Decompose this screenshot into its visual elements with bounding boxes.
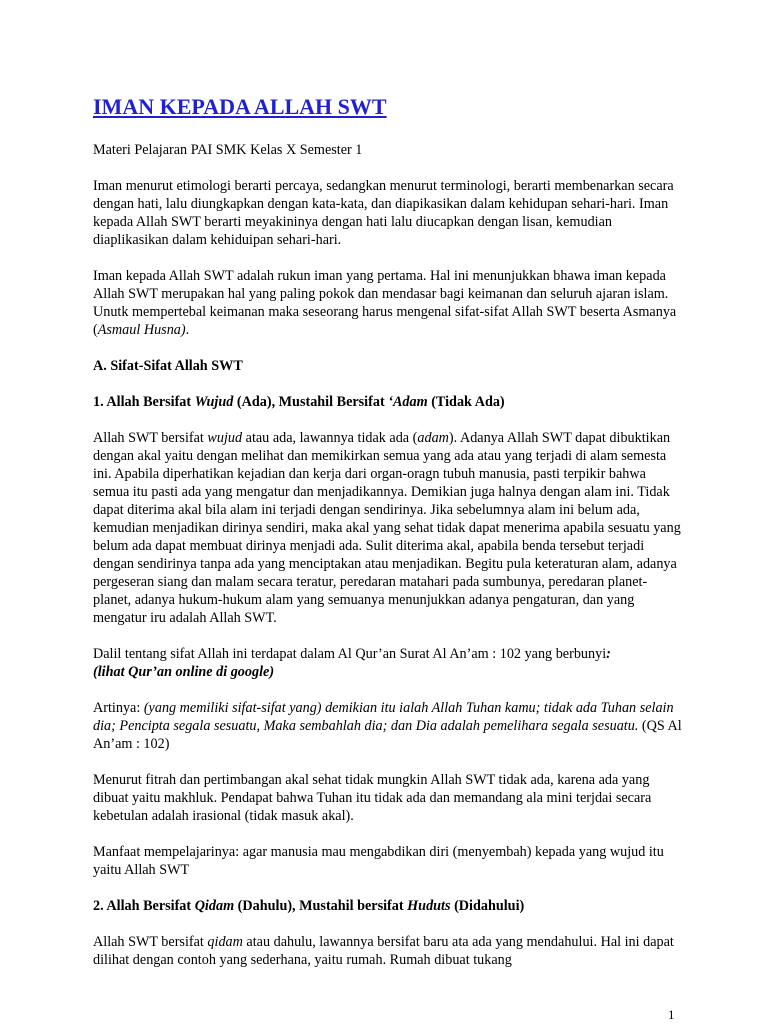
- heading-term: Wujud: [194, 394, 234, 410]
- verse-translation: (yang memiliki sifat-sifat yang) demikian itu ialah Allah Tuhan kamu; tidak ada Tuhan selain dia; Pencipta segala sesuatu, Maka sembahlah dia; dan Dia adalah pemelihara segala sesuatu.: [93, 700, 674, 734]
- paragraph-wujud: [93, 429, 683, 627]
- paragraph-dalil: [93, 645, 683, 681]
- paragraph-text: Artinya:: [93, 700, 144, 716]
- italic-term: Asmaul Husna): [97, 322, 186, 338]
- paragraph-text: Allah SWT bersifat: [93, 430, 208, 446]
- paragraph-text: Allah SWT bersifat: [93, 934, 208, 950]
- heading-text: (Tidak Ada): [427, 394, 505, 410]
- document-subtitle: Materi Pelajaran PAI SMK Kelas X Semester 1: [93, 142, 363, 158]
- paragraph-artinya: [93, 699, 683, 753]
- italic-term: wujud: [207, 430, 243, 446]
- paragraph-text: Dalil tentang sifat Allah ini terdapat dalam Al Qur’an Surat Al An’am : 102 yang berbunyi: [93, 646, 607, 662]
- italic-term: qidam: [207, 934, 243, 950]
- verse-reference: (QS Al An’am : 102): [93, 718, 682, 752]
- document-body: [93, 94, 683, 987]
- heading-term: Qidam: [194, 898, 235, 914]
- paragraph-text-end: .: [185, 322, 190, 338]
- heading-term: ‘Adam: [388, 394, 428, 410]
- subsection-heading-1: [93, 393, 683, 411]
- heading-text: (Ada), Mustahil Bersifat: [233, 394, 389, 410]
- paragraph-text: atau dahulu, lawannya bersifat baru ata ada yang mendahului. Hal ini dapat dilihat dengan contoh yang sederhana, yaitu rumah. Rumah dibuat tukang: [93, 934, 674, 968]
- heading-text: (Didahului): [450, 898, 525, 914]
- page-number: 1: [668, 1007, 675, 1022]
- document-title: IMAN KEPADA ALLAH SWT: [93, 94, 387, 119]
- heading-term: Huduts: [407, 898, 451, 914]
- paragraph-fitrah: Menurut fitrah dan pertimbangan akal sehat tidak mungkin Allah SWT tidak ada, karena ada yang dibuat yaitu makhluk. Pendapat bahwa Tuhan itu tidak ada dan memandang ala mini terjdai secara kebetulan adalah irasional (tidak masuk akal).: [93, 772, 652, 824]
- paragraph-iman-rukun: [93, 267, 683, 339]
- section-heading-a: A. Sifat-Sifat Allah SWT: [93, 358, 243, 374]
- paragraph-iman-definition: Iman menurut etimologi berarti percaya, sedangkan menurut terminologi, berarti membenarkan secara dengan hati, lalu diungkapkan dengan kata-kata, dan diapikasikan dalam kehidupan sehari-hari. Iman kepada Allah SWT berarti meyakininya dengan hati lalu diucapkan dengan lisan, kemudian diaplikasikan dalam kehiduipan sehari-hari.: [93, 178, 674, 248]
- italic-term: adam: [417, 430, 449, 446]
- paragraph-text: Iman kepada Allah SWT adalah rukun iman yang pertama. Hal ini menunjukkan bhawa iman kepada Allah SWT merupakan hal yang paling pokok dan mendasar bagi keimanan dan seluruh ajaran islam. Unutk mempertebal keimanan maka seseorang harus mengenal sifat-sifat Allah SWT beserta Asmanya (: [93, 268, 677, 338]
- colon-mark: :: [606, 646, 611, 662]
- subsection-heading-2: [93, 897, 683, 915]
- heading-text: 1. Allah Bersifat: [93, 394, 195, 410]
- quran-link-note: (lihat Qur’an online di google): [93, 664, 275, 680]
- heading-text: 2. Allah Bersifat: [93, 898, 195, 914]
- paragraph-text: atau ada, lawannya tidak ada (: [242, 430, 418, 446]
- paragraph-manfaat: Manfaat mempelajarinya: agar manusia mau mengabdikan diri (menyembah) kepada yang wujud itu yaitu Allah SWT: [93, 844, 664, 878]
- paragraph-qidam: [93, 933, 683, 969]
- heading-text: (Dahulu), Mustahil bersifat: [234, 898, 408, 914]
- paragraph-text: ). Adanya Allah SWT dapat dibuktikan dengan akal yaitu dengan melihat dan memikirkan semua yang ada atau yang terjadi di alam semesta ini. Apabila diperhatikan kejadian dan kerja dari organ-oragn tubuh manusia, pasti terpikir bahwa semua itu pasti ada yang mengatur dan menjadikannya. Demikian juga halnya dengan alam ini. Tidak dapat diterima akal bila alam ini terjadi dengan sendirinya. Jika sebelumnya alam ini belum ada, kemudian menjadikan dirinya sendiri, maka akal yang sehat tidak dapat menerima apabila sesuatu yang belum ada dapat membuat dirinya menjadi ada. Sulit diterima akal, apabila benda tersebut terjadi dengan sendirinya tanpa ada yang menciptakan atau menjadikan. Begitu pula keteraturan alam, adanya pergeseran siang dan malam secara teratur, peredaran matahari pada sumbunya, peredaran planet-planet, adanya hukum-hukum alam yang semuanya menunjukkan adanya pengaturan, dan yang mengatur iru adalah Allah SWT.: [93, 430, 681, 626]
